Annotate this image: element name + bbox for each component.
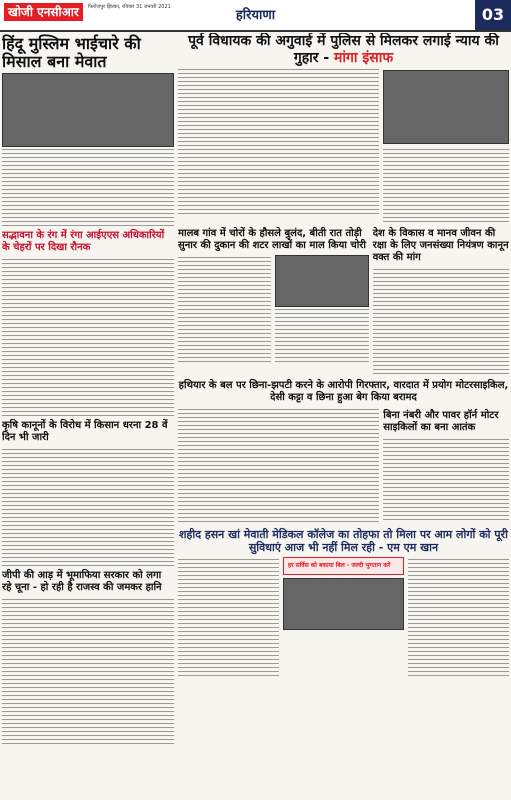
red-notice-box: हर सर्विस को बकाया बिल - जल्दी भुगतान करें xyxy=(283,557,404,575)
headline-bhaichara: हिंदू मुस्लिम भाईचारे की मिसाल बना मेवात xyxy=(2,34,141,71)
headline-bhumafia: जीपी की आड़ में भूमाफिया सरकार को लगा रहे चूना - हो रही है राजस्व की जमकर हानि xyxy=(2,570,162,593)
headline-hathiyar: हथियार के बल पर छिना-झपटी करने के आरोपी गिरफ्तार, वारदात में प्रयोग मोटरसाइकिल, देसी कट्टा व छिना हुआ बेग किया बरामद xyxy=(178,380,509,403)
issue-meta: फिरोजपुर झिरका, रविवार 31 जनवरी 2021 xyxy=(88,4,171,10)
headline-jansankhya: देश के विकास व मानव जीवन की रक्षा के लिए जनसंख्या नियंत्रण कानून वक्त की मांग xyxy=(372,228,509,263)
article-text xyxy=(373,267,509,377)
page-header xyxy=(0,0,511,32)
article-text xyxy=(383,437,509,521)
headline-malab-chori: मालब गांव में चोरों के हौसले बुलंद, बीती रात तोड़ी सुनार की दुकान की शटर लाखों का माल किया चोरी xyxy=(178,228,366,251)
left-column xyxy=(2,33,174,798)
article-text xyxy=(178,67,379,217)
main-area xyxy=(178,33,509,798)
newspaper-masthead: खोजी एनसीआर xyxy=(4,3,83,21)
article-text xyxy=(2,447,174,567)
article-text xyxy=(2,257,174,417)
page-number: 03 xyxy=(475,0,511,30)
article-text xyxy=(275,307,368,363)
article-text xyxy=(178,255,271,365)
lead-headline xyxy=(178,33,509,67)
article-text xyxy=(408,557,509,677)
photo-person xyxy=(283,578,404,630)
headline-medical-college: शहीद हसन खां मेवाती मेडिकल कॉलेज का तोहफा तो मिला पर आम लोगों को पूरी सुविधाएं आज भी नहीं मिल रही - एम एम खान xyxy=(179,528,508,554)
headline-bike: बिना नंबरी और पावर हॉर्न मोटर साइकिलों का बना आतंक xyxy=(383,410,499,433)
section-title: हरियाणा xyxy=(235,8,276,23)
lead-headline-text: पूर्व विधायक की अगुवाई में पुलिस से मिलकर लगाई न्याय की गुहार - xyxy=(188,33,499,66)
lead-headline-red: मांगा इंसाफ xyxy=(334,50,394,66)
photo-shop xyxy=(275,255,368,307)
article-text xyxy=(2,597,174,747)
photo-police-meeting xyxy=(383,70,509,144)
article-text xyxy=(178,557,279,677)
article-text xyxy=(178,407,379,525)
headline-sadbhavna: सद्भावना के रंग में रंगा आईएएस अधिकारियों के चेहरों पर दिखा रौनक xyxy=(2,230,165,253)
photo-gathering xyxy=(2,73,174,147)
article-text xyxy=(383,147,509,222)
article-text xyxy=(2,147,174,227)
headline-kisan-dharna: कृषि कानूनों के विरोध में किसान धरना 28 वें दिन भी जारी xyxy=(2,420,168,443)
